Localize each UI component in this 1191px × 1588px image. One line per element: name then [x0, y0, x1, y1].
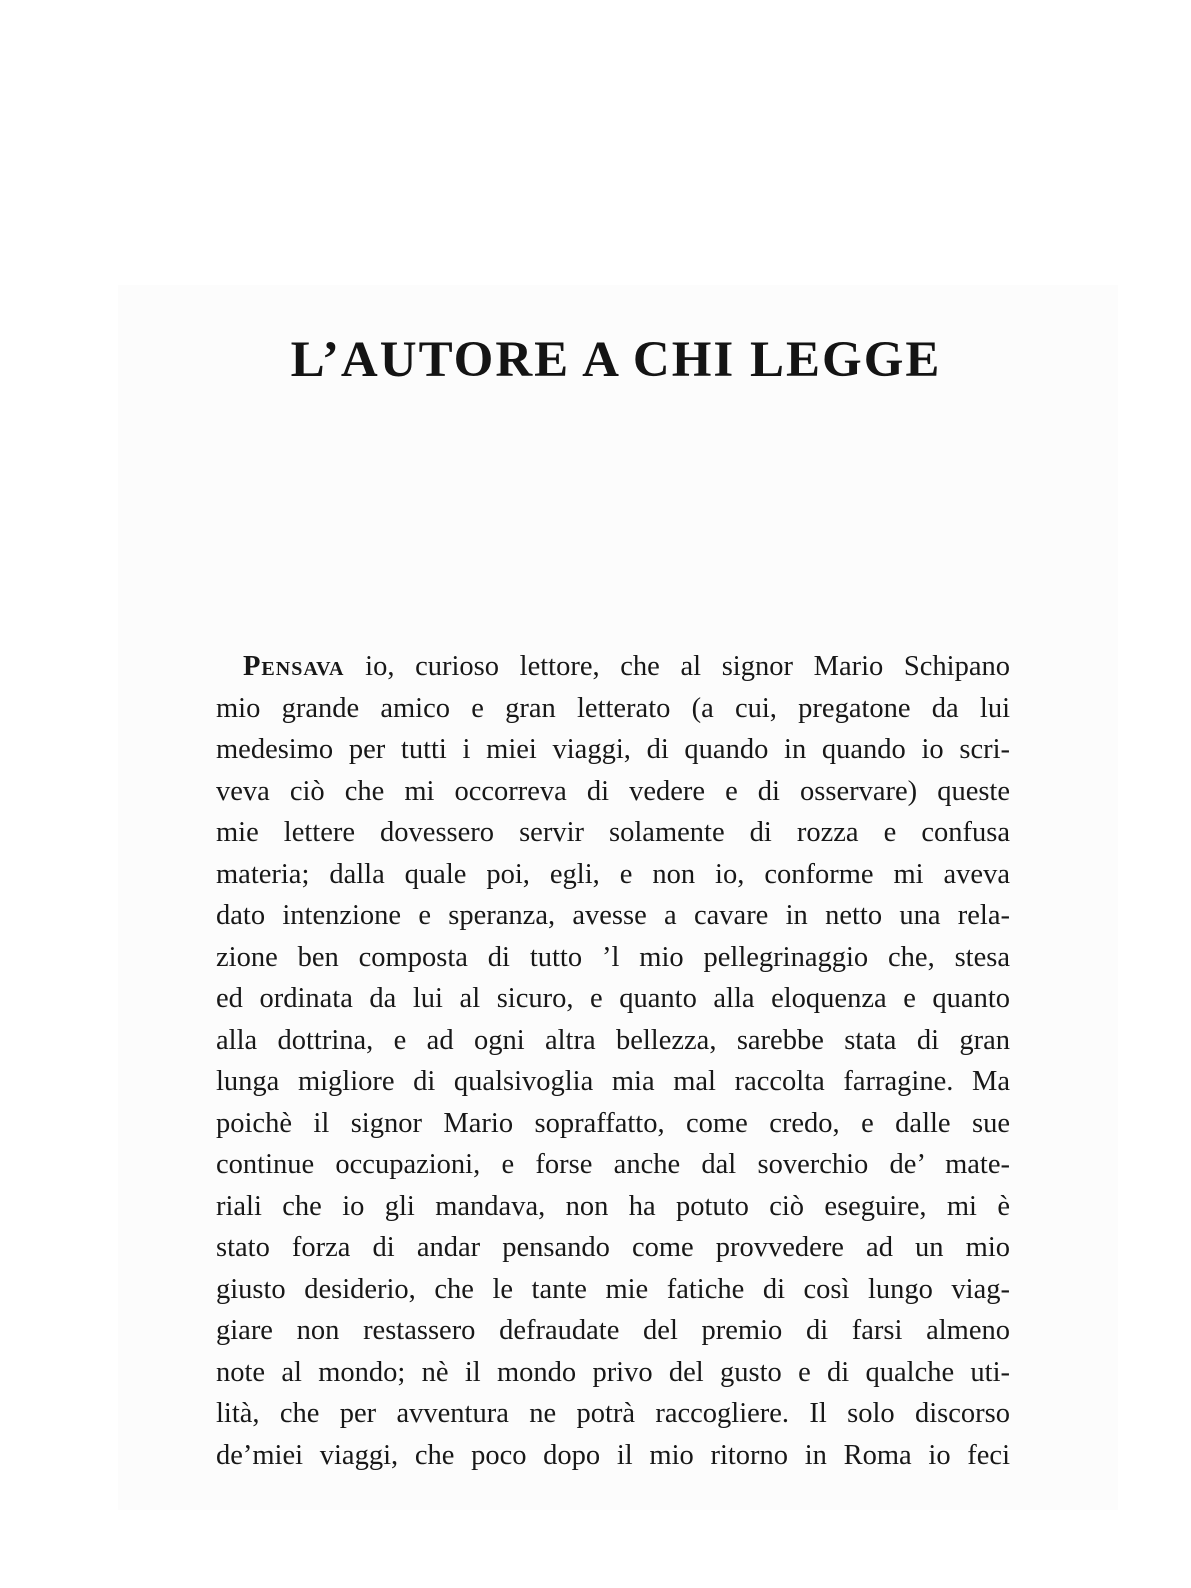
page-title: L’AUTORE A CHI LEGGE [290, 332, 942, 388]
text-line: stato forza di andar pensando come provvedere ad un mio [216, 1232, 1010, 1263]
text-line: note al mondo; nè il mondo privo del gusto e di qualche uti- [216, 1356, 1010, 1388]
text-line: lità, che per avventura ne potrà raccogliere. Il solo discorso [216, 1398, 1010, 1429]
text-line: de’miei viaggi, che poco dopo il mio ritorno in Roma io feci [216, 1439, 1010, 1471]
body-text [216, 646, 1010, 1476]
text-line: materia; dalla quale poi, egli, e non io, conforme mi aveva [216, 858, 1010, 890]
text-line: lunga migliore di qualsivoglia mia mal raccolta farragine. Ma [216, 1066, 1010, 1097]
text-line: dato intenzione e speranza, avesse a cavare in netto una rela- [216, 900, 1010, 931]
text-line: mio grande amico e gran letterato (a cui, pregatone da lui [216, 692, 1010, 724]
text-line: mie lettere dovessero servir solamente di rozza e confusa [216, 817, 1010, 848]
text-line: continue occupazioni, e forse anche dal soverchio de’ mate- [216, 1149, 1010, 1180]
text-line: ed ordinata da lui al sicuro, e quanto alla eloquenza e quanto [216, 983, 1010, 1014]
text-line [216, 646, 1010, 688]
text-line: alla dottrina, e ad ogni altra bellezza, sarebbe stata di gran [216, 1024, 1010, 1056]
text-line: poichè il signor Mario sopraffatto, come credo, e dalle sue [216, 1107, 1010, 1139]
text-line: zione ben composta di tutto ’l mio pellegrinaggio che, stesa [216, 941, 1010, 973]
text-line: medesimo per tutti i miei viaggi, di quando in quando io scri- [216, 734, 1010, 765]
text-line: giusto desiderio, che le tante mie fatiche di così lungo viag- [216, 1273, 1010, 1305]
text-line: veva ciò che mi occorreva di vedere e di osservare) queste [216, 775, 1010, 807]
opening-word: Pensava [243, 651, 345, 682]
opening-line-rest: io, curioso lettore, che al signor Mario Schipano [344, 651, 1010, 682]
text-line: giare non restassero defraudate del premio di farsi almeno [216, 1315, 1010, 1346]
text-line: riali che io gli mandava, non ha potuto ciò eseguire, mi è [216, 1190, 1010, 1222]
